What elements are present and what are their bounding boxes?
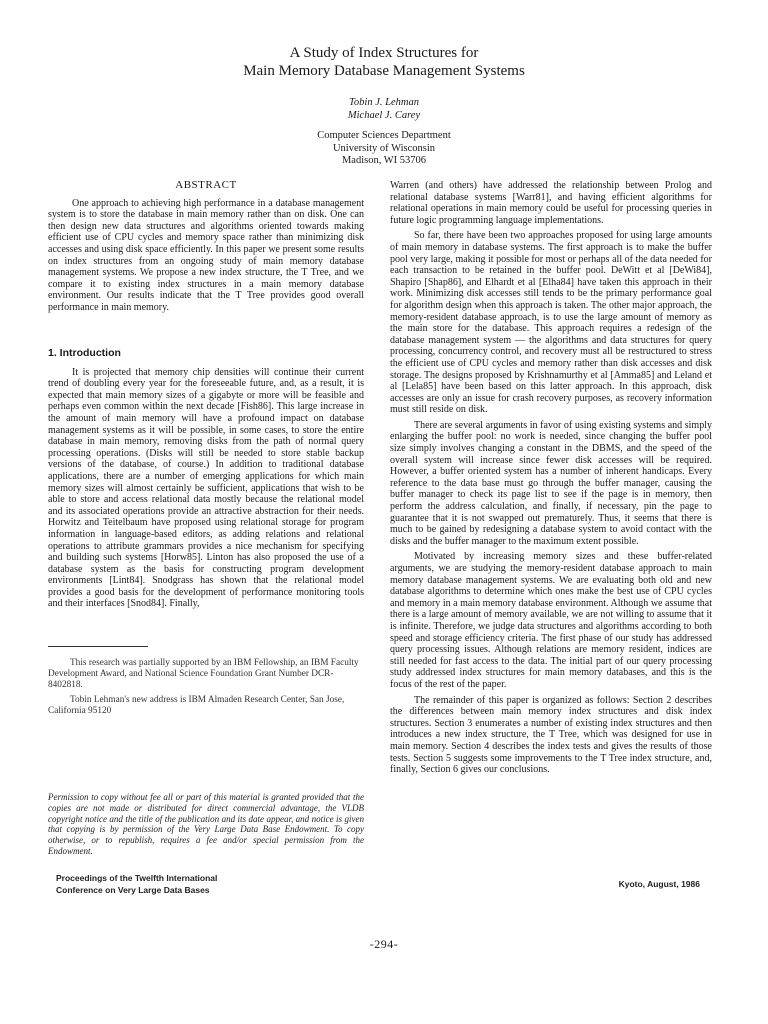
conference-location-date: Kyoto, August, 1986 — [618, 879, 700, 889]
permission-notice: Permission to copy without fee all or part of this material is granted provided that the copies are not made or distributed for direct commercial advantage, the VLDB copyright notice and the title of the publication and its date appear, and notice is given that copying is by permission of the Very Large Data Base Endowment. To copy otherwise, or to republish, requires a fee and/or special permission from the Endowment. — [48, 792, 364, 856]
right-paragraph: Warren (and others) have addressed the relationship between Prolog and relational database systems [Warr81], and having efficient algorithms for relational operations in main memory could be useful for processing queries in future logic programming language implementations. — [390, 180, 712, 226]
affiliation-dept: Computer Sciences Department — [317, 130, 451, 141]
paper-title-line-2: Main Memory Database Management Systems — [243, 63, 525, 79]
footnote-divider — [48, 646, 148, 647]
right-paragraph: The remainder of this paper is organized as follows: Section 2 describes the differences between main memory index structures and disk index structures. Section 3 enumerates a number of existing index structures and then introduces a new index structure, the T Tree, which was designed for use in main memory. Section 4 describes the index tests and gives the results of those tests. Section 5 suggests some improvements to the T Tree index structure, and, finally, Section 6 gives our conclusions. — [390, 694, 712, 776]
abstract-heading: ABSTRACT — [175, 179, 237, 191]
footnote-address: Tobin Lehman's new address is IBM Almaden Research Center, San Jose, California 95120 — [48, 695, 345, 716]
introduction-heading: 1. Introduction — [48, 347, 121, 359]
right-paragraph: There are several arguments in favor of using existing systems and simply enlarging the buffer pool: no work is needed, since changing the buffer pool size simply involves changing a constant in the DBMS, and the speed of the overall system will increase since fewer disk accesses will be required. However, a buffer oriented system has a number of inherent handicaps. Every reference to the data base must go through the buffer manager, causing the buffer manager to check its page list to see if the page is in memory, then perform the address calculation, and finally, if necessary, pin the page to guarantee that it is not swapped out prematurely. Thus, it seems that there is much to be gained by redesigning a database system to avoid contact with the disks and the buffer manager to the maximum extent possible. — [390, 419, 712, 547]
introduction-text: It is projected that memory chip densities will continue their current trend of doubling every year for the foreseeable future, and, as a result, it is expected that main memory sizes of a gigabyte or more will be feasible and perhaps even common within the next decade [Fish86]. This large increase in the amount of main memory will have a profound impact on database management systems as it will be possible, in some cases, to store the entire database in main memory, removing disks from the path of normal query processing operations. (Disks will still be needed to store stable backup versions of the database, of course.) In addition to traditional database applications, there are a number of emerging applications for which main memory sizes will almost certainly be sufficient, applications that wish to be able to store and access relational data mostly because the relational model and its associated operations provide an attractive abstraction for their needs. Horwitz and Teitelbaum have proposed using relational storage for program information in language-based editors, as adding relations and relational operations to attribute grammars provides a nice mechanism for specifying and building such systems [Horw85]. Linton has also proposed the use of a database system as the basis for constructing program development environments [Lint84]. Snodgrass has shown that the relational model provides a good basis for the development of performance monitoring tools and their interfaces [Snod84]. Finally, — [48, 366, 364, 610]
affiliation-university: University of Wisconsin — [332, 142, 436, 154]
author-2: Michael J. Carey — [347, 110, 421, 121]
page-number: -294- — [369, 937, 399, 951]
proceedings-line-1: Proceedings of the Twelfth International — [56, 873, 218, 883]
affiliation-city: Madison, WI 53706 — [341, 155, 427, 166]
proceedings-footer — [56, 872, 316, 896]
footnotes — [48, 658, 364, 721]
author-1: Tobin J. Lehman — [349, 97, 419, 108]
paper-title-line-1: A Study of Index Structures for — [289, 45, 479, 61]
proceedings-line-2: Conference on Very Large Data Bases — [56, 885, 210, 895]
right-column — [390, 180, 712, 780]
right-paragraph: So far, there have been two approaches proposed for using large amounts of main memory in database systems. The first approach is to make the buffer pool very large, making it possible for most or perhaps all of the data needed for each transaction to be retained in the buffer pool. DeWitt et al [DeWi84], Shapiro [Shap86], and Elhardt et al [Elha84] have taken this approach in their work. Minimizing disk accesses still tends to be the primary performance goal for algorithm design when this approach is taken. The other major approach, the memory-resident database approach, is to use the large amount of memory as the main store for the database. This approach requires a redesign of the database management system — the algorithms and data structures for query processing, concurrency control, and recovery must all be restructured to stress the efficient use of CPU cycles and memory rather than disk accesses and disk storage. The designs proposed by Krishnamurthy et al [Amma85] and Leland et al [Lela85] have been based on this latter approach. In this approach, disk accesses are only an issue for crash recovery purposes, as recovery information must still reside on disk. — [390, 230, 712, 416]
affiliation — [0, 130, 768, 168]
footnote-funding: This research was partially supported by an IBM Fellowship, an IBM Faculty Development Award, and National Science Foundation Grant Number DCR-8402818. — [48, 658, 359, 690]
title-block — [0, 44, 768, 80]
right-paragraph: Motivated by increasing memory sizes and these buffer-related arguments, we are studying the memory-resident database approach to main memory database management systems. We are evaluating both old and new database algorithms to determine which ones make the best use of CPU cycles and memory in a main memory database environment. Although we assume that there is a large amount of memory available, we are not willing to assume that it is infinite. Therefore, we judge data structures and algorithms according to both speed and storage efficiency criteria. The first phase of our study has addressed query processing issues. Although relations are memory resident, indices are still needed for fast access to the data. The initial part of our query processing study addressed index structures for main memory databases, and this is the focus of the rest of the paper. — [390, 551, 712, 690]
abstract-text: One approach to achieving high performance in a database management system is to store the database in main memory rather than on disk. One can then design new data structures and algorithms oriented towards making efficient use of CPU cycles and memory space rather than minimizing disk accesses and using disk space efficiently. In this paper we present some results on index structures from an ongoing study of main memory database management systems. We propose a new index structure, the T Tree, and we compare it to existing index structures in a main memory database environment. Our results indicate that the T Tree provides good overall performance in main memory. — [48, 197, 364, 313]
introduction-section — [48, 348, 364, 614]
authors — [0, 96, 768, 122]
abstract-section — [48, 180, 364, 318]
